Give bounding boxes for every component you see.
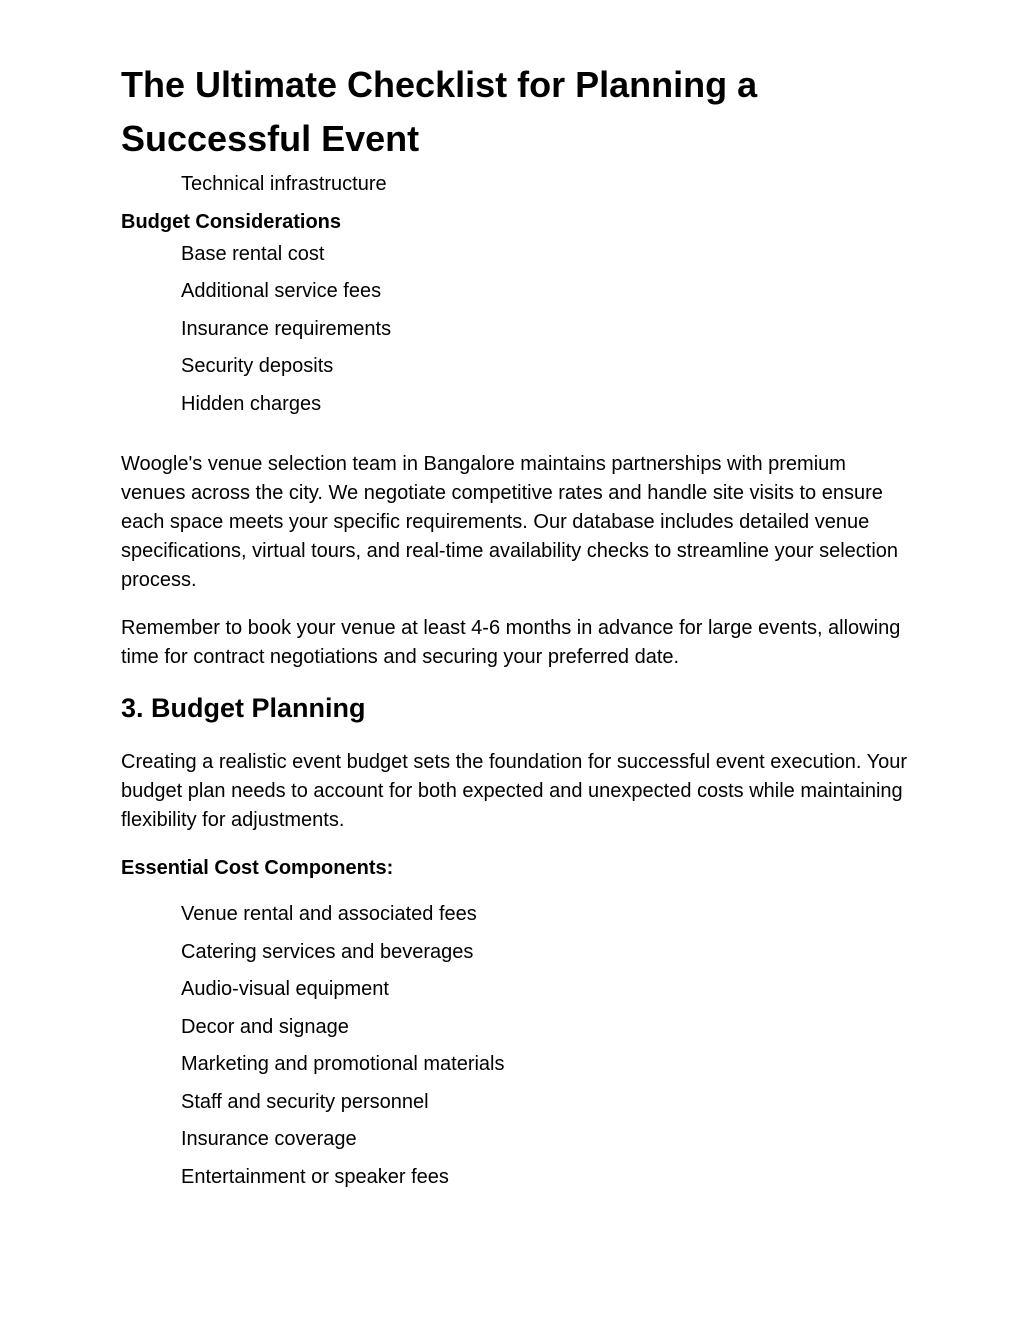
budget-considerations-list xyxy=(121,236,911,424)
list-item: Additional service fees xyxy=(181,280,382,302)
cost-components-list xyxy=(121,896,911,1196)
budget-intro-paragraph: Creating a realistic event budget sets the foundation for successful event execution. Your budget plan needs to account for both expected and unexpected costs while maintaining flexibility for adjustments. xyxy=(121,751,908,831)
section-heading-budget-planning: 3. Budget Planning xyxy=(121,693,366,723)
list-item: Insurance requirements xyxy=(181,317,392,340)
list-item: Security deposits xyxy=(181,355,334,377)
list-item: Decor and signage xyxy=(181,1015,349,1038)
document-page xyxy=(121,0,911,1196)
booking-advice-paragraph: Remember to book your venue at least 4-6 months in advance for large events, allowing time for contract negotiations and securing your preferred date. xyxy=(121,617,901,668)
list-item: Venue rental and associated fees xyxy=(181,903,477,925)
list-item: Audio-visual equipment xyxy=(181,978,389,1000)
list-item: Marketing and promotional materials xyxy=(181,1053,505,1075)
list-item: Staff and security personnel xyxy=(181,1090,429,1113)
list-item: Technical infrastructure xyxy=(181,173,387,195)
cost-components-heading: Essential Cost Components: xyxy=(121,857,394,879)
list-item: Entertainment or speaker fees xyxy=(181,1165,449,1188)
list-item: Base rental cost xyxy=(181,242,325,265)
list-item: Hidden charges xyxy=(181,392,322,415)
list-item: Insurance coverage xyxy=(181,1128,357,1150)
document-title: The Ultimate Checklist for Planning a Successful Event xyxy=(121,64,758,159)
budget-considerations-heading: Budget Considerations xyxy=(121,210,342,233)
venue-items-list xyxy=(121,166,911,204)
list-item: Catering services and beverages xyxy=(181,940,474,963)
woogle-venue-paragraph: Woogle's venue selection team in Bangalore maintains partnerships with premium venues across the city. We negotiate competitive rates and handle site visits to ensure each space meets your specific requirements. Our database includes detailed venue specifications, virtual tours, and real-time availability checks to streamline your selection process. xyxy=(121,453,899,591)
